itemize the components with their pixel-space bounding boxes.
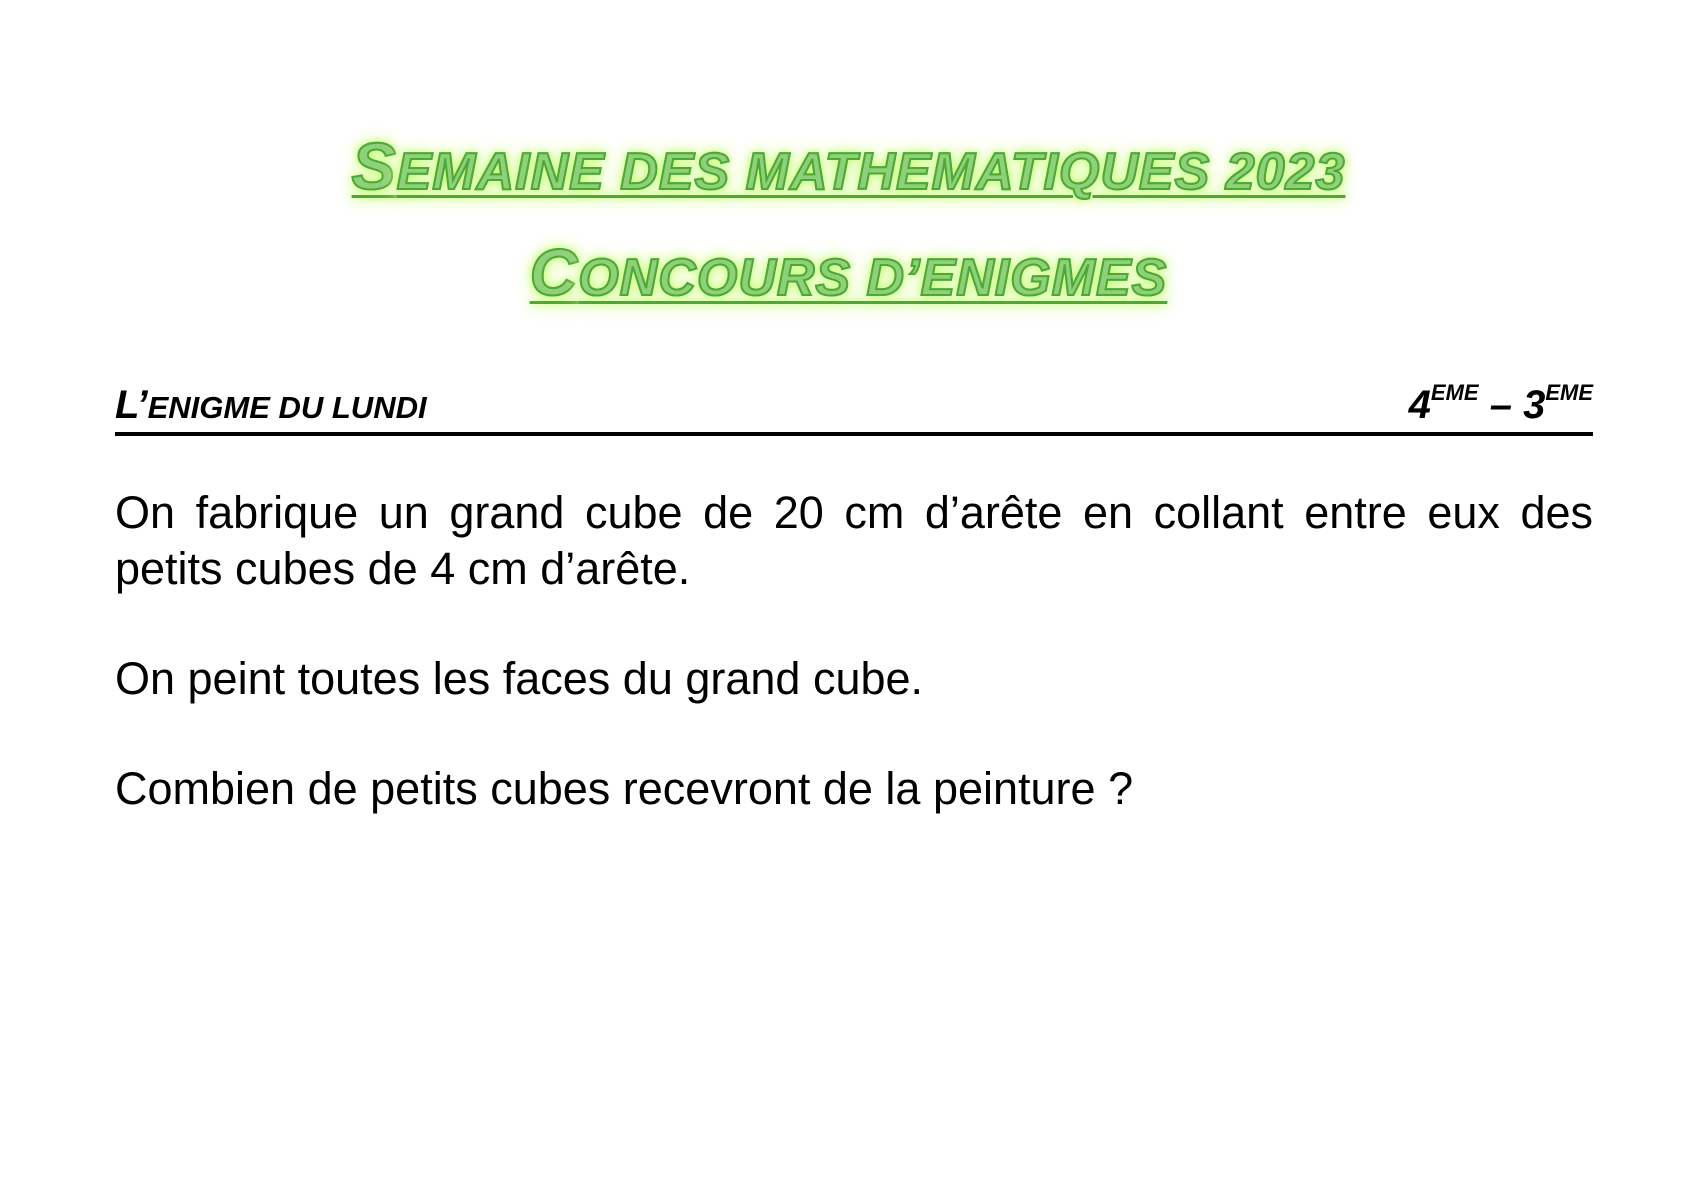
grade-level-a-suffix: EME xyxy=(1430,380,1479,405)
section-title-initial: L’ xyxy=(115,383,148,427)
section-title-rest: ENIGME DU LUNDI xyxy=(147,390,427,425)
title-line-1-initial: S xyxy=(351,129,397,203)
title-line-2-initial: C xyxy=(529,235,579,309)
grade-levels xyxy=(1408,380,1593,428)
title-line-2 xyxy=(0,234,1697,310)
paragraph-statement: On fabrique un grand cube de 20 cm d’arête en collant entre eux des petits cubes de 4 cm d’arête. xyxy=(115,487,1593,594)
grade-separator: – xyxy=(1478,383,1524,427)
title-line-1 xyxy=(0,128,1697,204)
grade-level-b: 3 xyxy=(1523,383,1546,427)
section-heading xyxy=(115,382,1593,436)
paragraph-question: Combien de petits cubes recevront de la peinture ? xyxy=(115,763,1134,814)
paragraph-painting: On peint toutes les faces du grand cube. xyxy=(115,653,924,704)
grade-level-a: 4 xyxy=(1408,383,1431,427)
grade-level-b-suffix: EME xyxy=(1545,380,1593,405)
title-line-2-rest: ONCOURS D’ENIGMES xyxy=(578,249,1168,307)
title-line-1-rest: EMAINE DES MATHEMATIQUES 2023 xyxy=(396,143,1346,201)
section-title xyxy=(115,383,427,428)
